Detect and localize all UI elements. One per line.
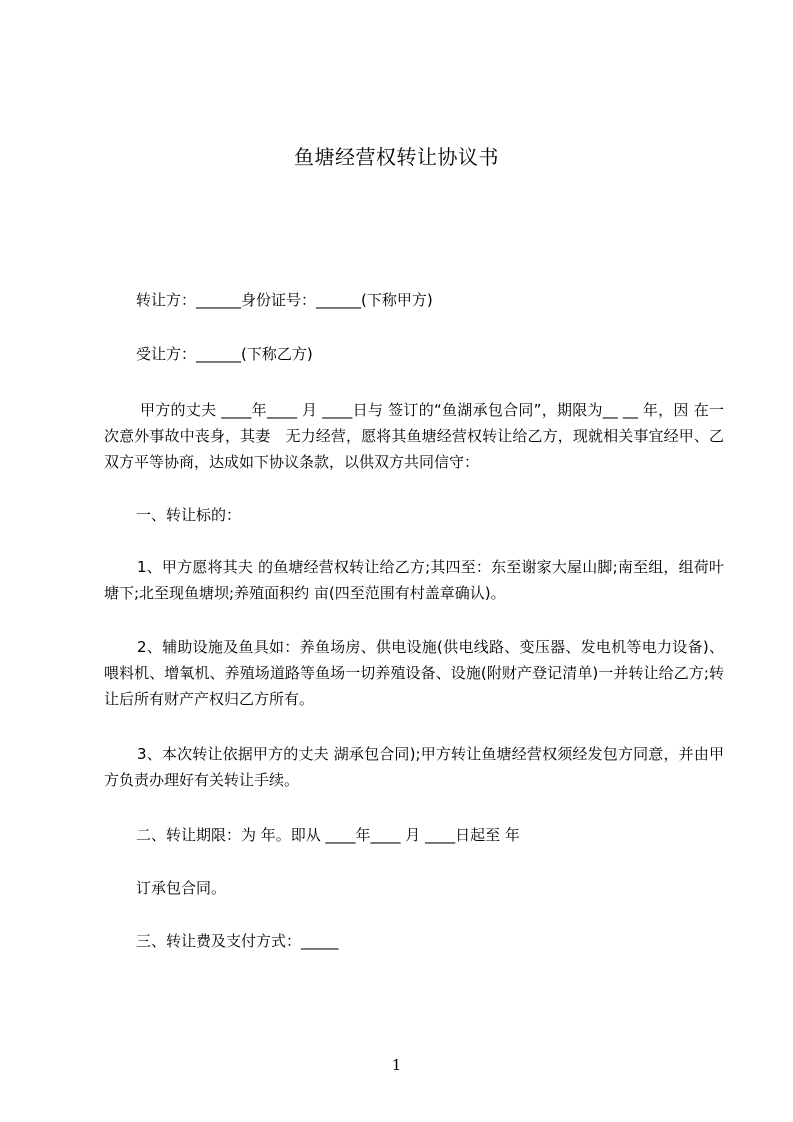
clause-1-2: 2、辅助设施及鱼具如：养鱼场房、供电设施(供电线路、变压器、发电机等电力设备)、喂料机、增氧机、养殖场道路等鱼场一切养殖设备、设施(附财产登记清单)一并转让给乙方;转让后所有财产产权归乙方所有。	[104, 638, 724, 708]
intro-paragraph: 甲方的丈夫 ____年____ 月 ____日与 签订的“鱼湖承包合同”，期限为__ __ 年，因 在一次意外事故中丧身，其妻 无力经营，愿将其鱼塘经营权转让给乙方，现就相关事宜经甲、乙双方平等协商，达成如下协议条款，以供双方共同信守：	[104, 401, 724, 471]
transferor-line: 转让方：______身份证号：______(下称甲方)	[136, 291, 433, 309]
section-1-heading: 一、转让标的：	[136, 506, 242, 524]
section-2-continuation: 订承包合同。	[136, 879, 227, 897]
clause-1-1: 1、甲方愿将其夫 的鱼塘经营权转让给乙方;其四至：东至谢家大屋山脚;南至组，组荷叶塘下;北至现鱼塘坝;养殖面积约 亩(四至范围有村盖章确认)。	[104, 558, 724, 602]
page-number: 1	[391, 1056, 402, 1074]
document-title: 鱼塘经营权转让协议书	[294, 145, 499, 169]
section-3-line: 三、转让费及支付方式：_____	[136, 932, 339, 950]
clause-1-3: 3、本次转让依据甲方的丈夫 湖承包合同);甲方转让鱼塘经营权须经发包方同意，并由甲方负责办理好有关转让手续。	[104, 745, 724, 789]
section-2-line: 二、转让期限：为 年。即从 ____年____ 月 ____日起至 年	[136, 826, 520, 844]
transferee-line: 受让方：______(下称乙方)	[136, 345, 313, 363]
